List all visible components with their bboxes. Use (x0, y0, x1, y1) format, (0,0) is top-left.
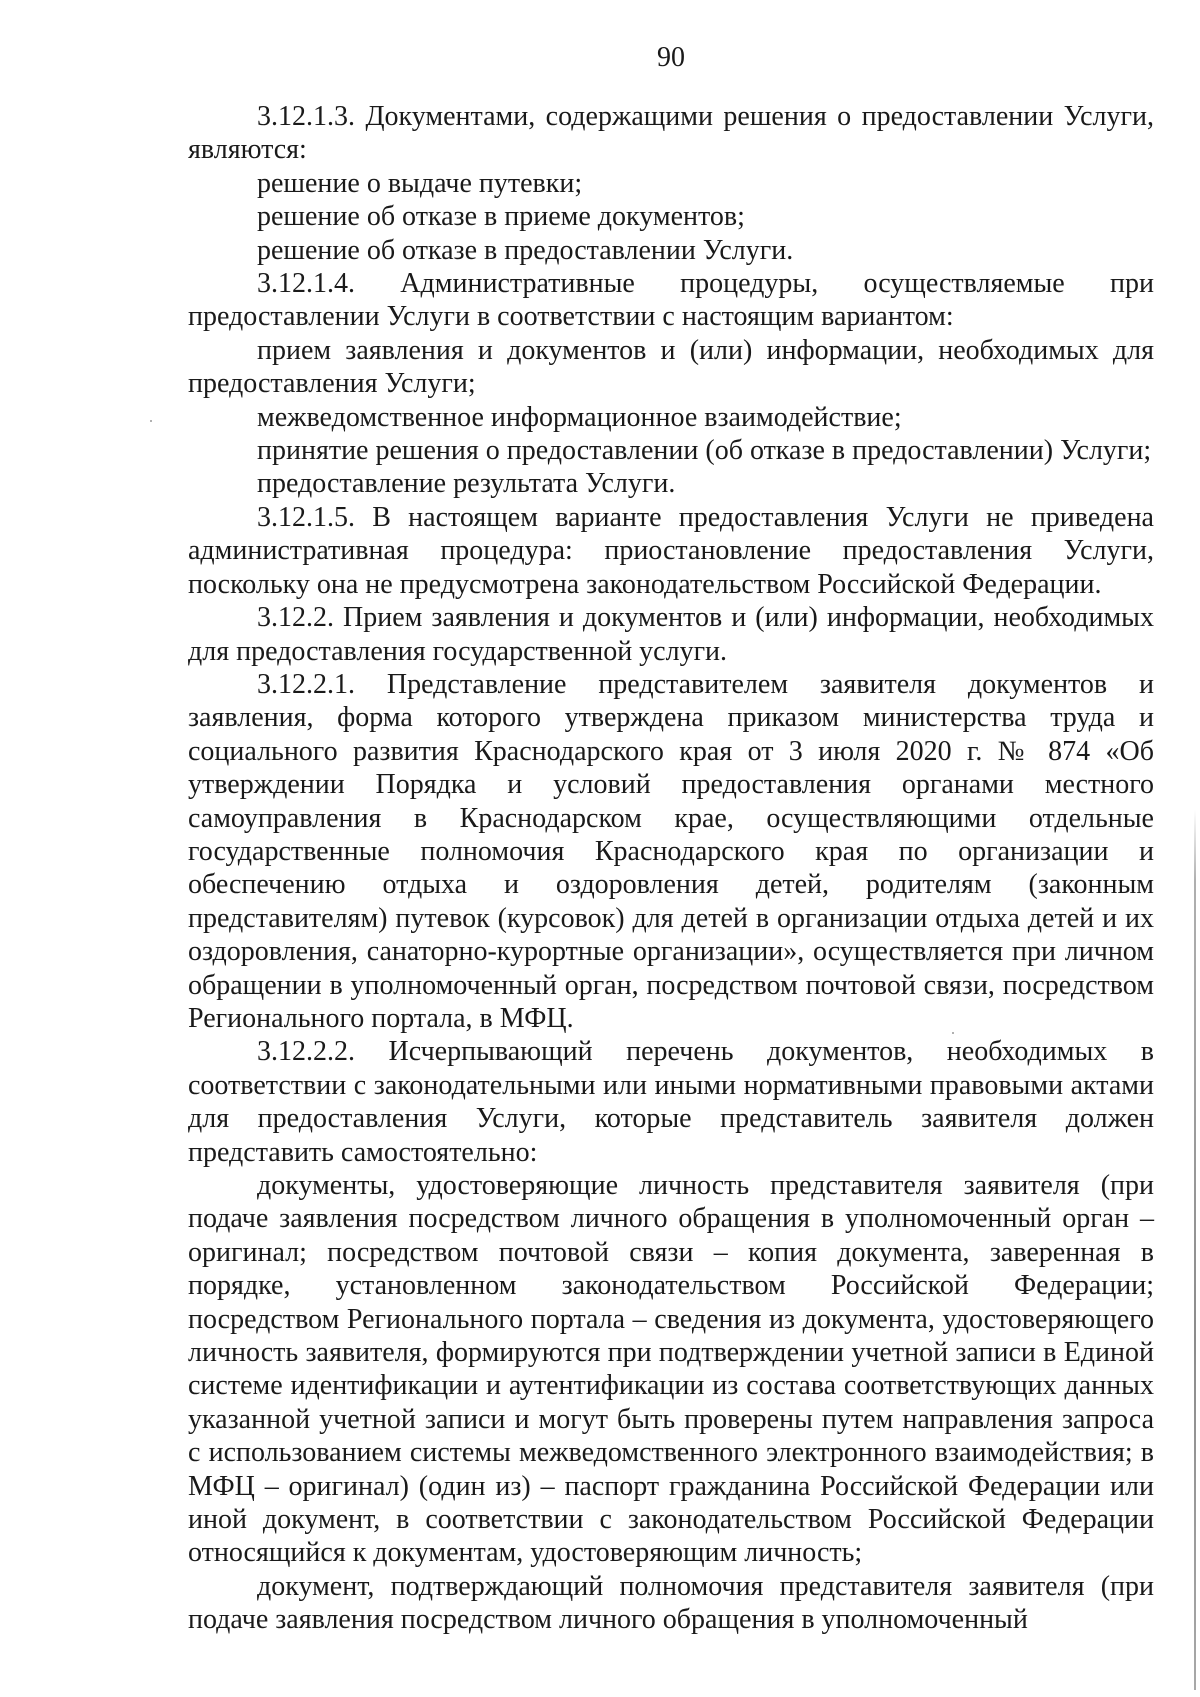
paragraph-3-12-2-1: 3.12.2.1. Представление представителем заявителя документов и заявления, форма которого утверждена приказом министерства труда и социального развития Краснодарского края от 3 июля 2020 г. № 874 «Об утверждении Порядка и условий предоставления органами местного самоуправления в Краснодарском крае, осуществляющими отдельные государственные полномочия Краснодарского края по организации и обеспечению отдыха и оздоровления детей, родителям (законным представителям) путевок (курсовок) для детей в организации отдыха детей и их оздоровления, санаторно-курортные организации», осуществляется при личном обращении в уполномоченный орган, посредством почтовой связи, посредством Регионального портала, в МФЦ. (188, 668, 1154, 1034)
list-item-refusal-documents: решение об отказе в приеме документов; (257, 201, 745, 233)
scan-speck (952, 1032, 954, 1034)
list-item-authority-document: документ, подтверждающий полномочия представителя заявителя (при подаче заявления посредством личного обращения в уполномоченный (188, 1570, 1154, 1636)
page-number: 90 (657, 42, 685, 73)
list-item-identity-documents: документы, удостоверяющие личность представителя заявителя (при подаче заявления посредством личного обращения в уполномоченный орган – оригинал; посредством почтовой связи – копия документа, заверенная в порядке, установленном законодательством Российской Федерации; посредством Регионального портала – сведения из документа, удостоверяющего личность заявителя, формируются при подтверждении учетной записи в Единой системе идентификации и аутентификации из состава соответствующих данных указанной учетной записи и могут быть проверены путем направления запроса с использованием системы межведомственного электронного взаимодействия; в МФЦ – оригинал) (один из) – паспорт гражданина Российской Федерации или иной документ, в соответствии с законодательством Российской Федерации относящийся к документам, удостоверяющим личность; (188, 1170, 1154, 1569)
scan-edge-shadow (1194, 810, 1196, 1690)
list-item-result: предоставление результата Услуги. (257, 468, 676, 500)
paragraph-3-12-1-3: 3.12.1.3. Документами, содержащими решения о предоставлении Услуги, являются: (188, 101, 1154, 166)
paragraph-3-12-2-2: 3.12.2.2. Исчерпывающий перечень документов, необходимых в соответствии с законодательными или иными нормативными правовыми актами для предоставления Услуги, которые представитель заявителя должен представить самостоятельно: (188, 1036, 1154, 1168)
paragraph-3-12-1-5: 3.12.1.5. В настоящем варианте предоставления Услуги не приведена административная процедура: приостановление предоставления Услуги, поскольку она не предусмотрена законодательством Российской Федерации. (188, 501, 1154, 600)
document-body (188, 100, 1154, 1637)
scan-speck (150, 420, 152, 422)
list-item-interagency: межведомственное информационное взаимодействие; (257, 401, 902, 433)
list-item-decision: принятие решения о предоставлении (об отказе в предоставлении) Услуги; (257, 435, 1152, 467)
list-item-decision-voucher: решение о выдаче путевки; (257, 167, 583, 199)
paragraph-3-12-1-4: 3.12.1.4. Административные процедуры, осуществляемые при предоставлении Услуги в соответствии с настоящим вариантом: (188, 268, 1154, 333)
list-item-receipt-application: прием заявления и документов и (или) информации, необходимых для предоставления Услуги; (188, 334, 1154, 400)
list-item-refusal-service: решение об отказе в предоставлении Услуги. (257, 234, 794, 266)
paragraph-3-12-2: 3.12.2. Прием заявления и документов и (или) информации, необходимых для предоставления государственной услуги. (188, 602, 1154, 667)
